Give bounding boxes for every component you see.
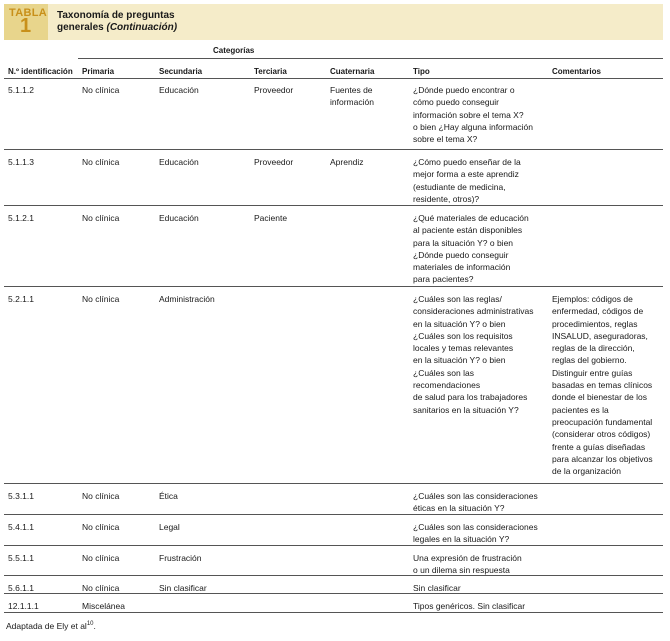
table-row: [4, 206, 663, 287]
cell-comentarios: Ejemplos: códigos de enfermedad, códigos de procedimientos, reglas INSALUD, aseguradoras, reglas de la dirección, reglas del gobierno. Distinguir entre guías basadas en temas clínicos donde el bienestar de los pacientes es la preocupación fundamental (considerar otros códigos) frente a guías diseñadas para alcanzar los objetivos de la organización: [552, 294, 653, 477]
col-header-id: N.º identificación: [8, 67, 73, 76]
table-header: [4, 4, 663, 40]
col-header-primaria: Primaria: [82, 67, 115, 76]
cell-tipo: ¿Dónde puedo encontrar o cómo puedo conseguir información sobre el tema X? o bien ¿Hay alguna información sobre el tema X?: [413, 85, 534, 145]
categories-divider: [78, 58, 663, 59]
cell-secundaria: Frustración: [159, 553, 202, 563]
footnote-ref: 10: [86, 621, 94, 628]
table-row: [4, 150, 663, 206]
col-header-secundaria: Secundaria: [159, 67, 203, 76]
title-suffix: (Continuación): [106, 22, 178, 33]
cell-secundaria: Administración: [159, 294, 215, 304]
cell-cuaternaria: Aprendiz: [330, 157, 364, 167]
table-row: [4, 484, 663, 515]
col-header-tipo: Tipo: [413, 67, 430, 76]
table-title: [57, 10, 177, 34]
cell-terciaria: Paciente: [254, 213, 288, 223]
cell-id: 5.1.1.3: [8, 157, 34, 167]
cell-tipo: Sin clasificar: [413, 583, 461, 593]
footnote-text: Adaptada de Ely et al: [6, 621, 87, 631]
table-row: [4, 78, 663, 150]
cell-id: 5.3.1.1: [8, 491, 34, 501]
cell-tipo: ¿Cuáles son las consideraciones éticas en la situación Y?: [413, 491, 538, 514]
col-header-comentarios: Comentarios: [552, 67, 601, 76]
cell-tipo: ¿Qué materiales de educación al paciente están disponibles para la situación Y? o bien ¿Dónde puedo conseguir materiales de información para pacientes?: [413, 213, 529, 285]
cell-primaria: No clínica: [82, 213, 120, 223]
cell-secundaria: Sin clasificar: [159, 583, 207, 593]
table-label: TABLA: [9, 7, 47, 19]
categories-label: Categorías: [213, 46, 255, 55]
cell-secundaria: Educación: [159, 157, 199, 167]
col-header-cuaternaria: Cuaternaria: [330, 67, 375, 76]
cell-tipo: Tipos genéricos. Sin clasificar: [413, 601, 526, 611]
cell-secundaria: Ética: [159, 491, 178, 501]
cell-id: 5.6.1.1: [8, 583, 34, 593]
cell-primaria: No clínica: [82, 522, 120, 532]
cell-secundaria: Educación: [159, 213, 199, 223]
col-header-terciaria: Terciaria: [254, 67, 287, 76]
cell-id: 5.1.2.1: [8, 213, 34, 223]
table-row: [4, 287, 663, 484]
title-line-2: generales: [57, 22, 104, 33]
cell-primaria: No clínica: [82, 85, 120, 95]
table-row: [4, 594, 663, 613]
cell-primaria: No clínica: [82, 553, 120, 563]
title-line-1: Taxonomía de preguntas: [57, 10, 175, 21]
cell-primaria: Miscelánea: [82, 601, 125, 611]
cell-terciaria: Proveedor: [254, 157, 294, 167]
cell-tipo: ¿Cómo puedo enseñar de la mejor forma a este aprendiz (estudiante de medicina, residente, otros)?: [413, 157, 521, 204]
cell-primaria: No clínica: [82, 491, 120, 501]
table-number-badge: [4, 4, 48, 40]
table-row: [4, 546, 663, 576]
cell-tipo: Una expresión de frustración o un dilema sin respuesta: [413, 553, 522, 576]
cell-terciaria: Proveedor: [254, 85, 294, 95]
table-row: [4, 576, 663, 594]
cell-cuaternaria: Fuentes de información: [330, 85, 374, 108]
cell-tipo: ¿Cuáles son las consideraciones legales en la situación Y?: [413, 522, 538, 545]
cell-secundaria: Educación: [159, 85, 199, 95]
footnote-end: .: [93, 621, 96, 631]
cell-secundaria: Legal: [159, 522, 180, 532]
cell-id: 5.2.1.1: [8, 294, 34, 304]
cell-id: 5.5.1.1: [8, 553, 34, 563]
cell-primaria: No clínica: [82, 294, 120, 304]
cell-id: 5.4.1.1: [8, 522, 34, 532]
cell-primaria: No clínica: [82, 157, 120, 167]
table-row: [4, 515, 663, 546]
cell-primaria: No clínica: [82, 583, 120, 593]
footnote: [6, 621, 96, 631]
cell-tipo: ¿Cuáles son las reglas/ consideraciones administrativas en la situación Y? o bien ¿Cuáles son los requisitos locales y temas relevantes en la situación Y? o bien ¿Cuáles son las recomendaciones de salud para los trabajadores sanitarios en la situación Y?: [413, 294, 534, 415]
cell-id: 12.1.1.1: [8, 601, 39, 611]
table-number: 1: [20, 15, 32, 37]
cell-id: 5.1.1.2: [8, 85, 34, 95]
